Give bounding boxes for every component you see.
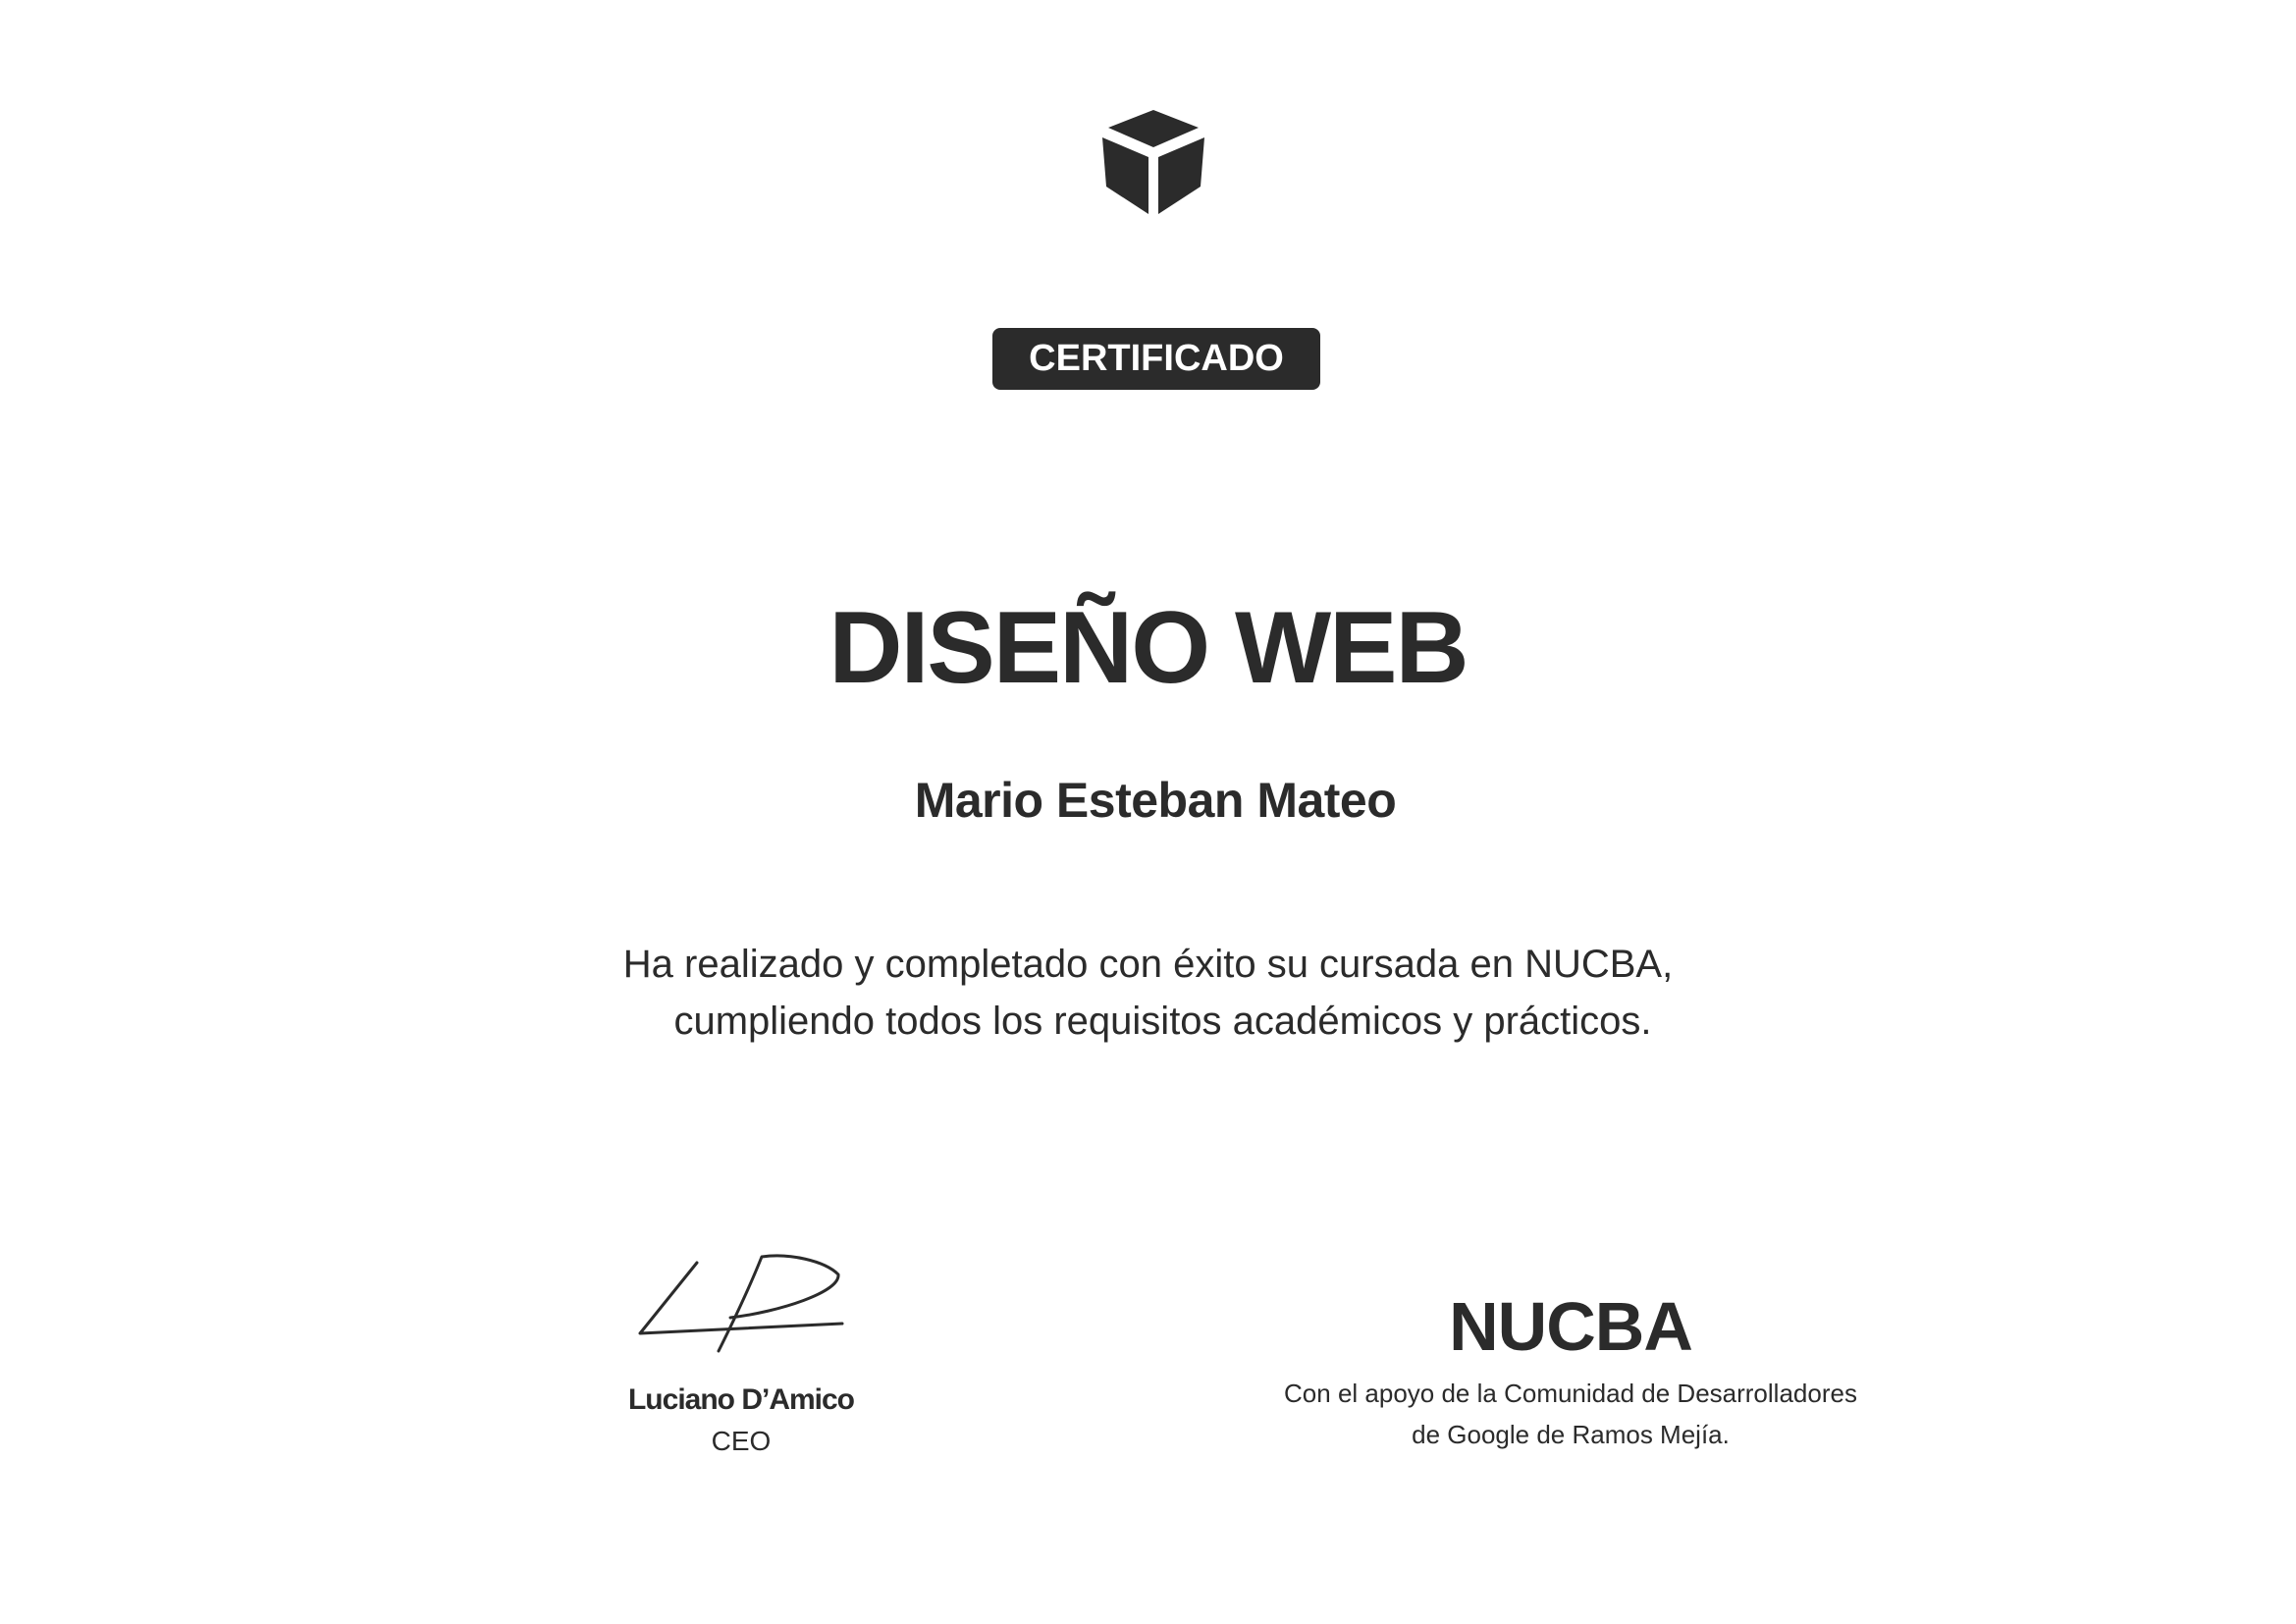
organization-name: NUCBA bbox=[1449, 1288, 1692, 1365]
organization-support bbox=[1178, 1373, 1963, 1455]
student-name: Mario Esteban Mateo bbox=[914, 773, 1397, 828]
signer-role: CEO bbox=[711, 1426, 772, 1456]
signature-block bbox=[569, 1249, 913, 1465]
cube-logo-icon bbox=[1096, 106, 1210, 220]
support-line-1: Con el apoyo de la Comunidad de Desarrolladores bbox=[1284, 1379, 1857, 1408]
support-line-2: de Google de Ramos Mejía. bbox=[1412, 1420, 1730, 1449]
description-line-2: cumpliendo todos los requisitos académicos y prácticos. bbox=[673, 1000, 1652, 1043]
signer-name: Luciano D’Amico bbox=[627, 1383, 855, 1416]
description-line-1: Ha realizado y completado con éxito su cursada en NUCBA, bbox=[622, 943, 1674, 986]
course-title: DISEÑO WEB bbox=[828, 591, 1468, 705]
certificate-badge: CERTIFICADO bbox=[992, 328, 1320, 390]
certificate-description bbox=[0, 936, 2296, 1050]
signature-icon bbox=[632, 1249, 858, 1367]
organization-block bbox=[1178, 1286, 1963, 1455]
